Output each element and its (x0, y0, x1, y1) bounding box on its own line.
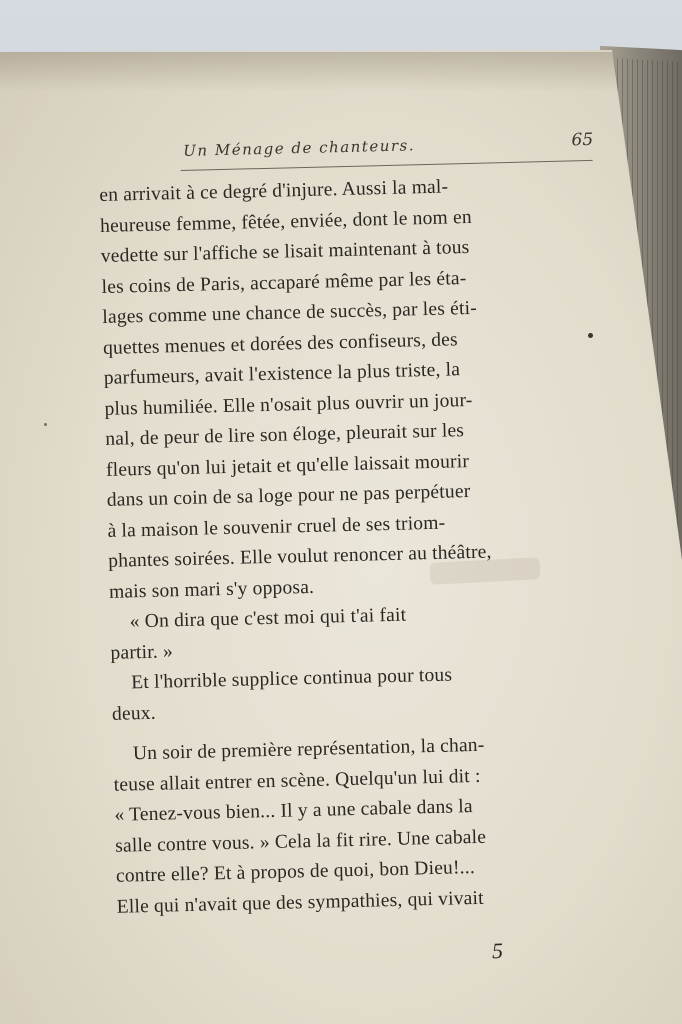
paper-speck (44, 423, 47, 426)
text-line: mais son mari s'y opposa. (108, 576, 315, 603)
text-line: fleurs qu'on lui jetait et qu'elle laissait mourir (105, 450, 470, 481)
page-number: 65 (571, 129, 594, 151)
text-line: plus humiliée. Elle n'osait plus ouvrir un jour- (104, 389, 473, 420)
text-line: contre elle? Et à propos de quoi, bon Dieu!... (115, 857, 476, 887)
signature-mark: 5 (491, 937, 504, 964)
text-line: les coins de Paris, accaparé même par les éta- (101, 267, 467, 298)
ink-dot (588, 333, 593, 338)
text-line: quettes menues et dorées des confiseurs, des (102, 328, 459, 359)
text-line: salle contre vous. » Cela la fit rire. Une cabale (114, 826, 487, 857)
text-line: Un soir de première représentation, la chan- (132, 734, 485, 765)
text-line: phantes soirées. Elle voulut renoncer au théâtre, (108, 541, 492, 572)
running-title: Un Ménage de chanteurs. (183, 136, 416, 160)
page-top-shadow (0, 52, 682, 92)
text-line: en arrivait à ce degré d'injure. Aussi la mal- (99, 176, 449, 206)
text-line: teuse allait entrer en scène. Quelqu'un lui dit : (113, 765, 481, 796)
text-line: à la maison le souvenir cruel de ses triom- (107, 512, 446, 542)
text-line: partir. » (110, 640, 174, 664)
text-line: deux. (111, 702, 157, 725)
page-text-block (98, 128, 597, 922)
text-line: Et l'horrible supplice continua pour tous (131, 664, 453, 694)
text-line: nal, de peur de lire son éloge, pleurait sur les (105, 420, 465, 450)
text-line: « On dira que c'est moi qui t'ai fait (129, 604, 407, 633)
text-line: lages comme une chance de succès, par les éti- (102, 297, 478, 328)
text-line: parfumeurs, avait l'existence la plus triste, la (103, 359, 461, 389)
text-line: Elle qui n'avait que des sympathies, qui vivait (116, 887, 484, 918)
text-line: heureuse femme, fêtée, enviée, dont le nom en (99, 206, 473, 237)
text-line: vedette sur l'affiche se lisait maintenant à tous (100, 236, 470, 267)
text-line: « Tenez-vous bien... Il y a une cabale dans la (114, 796, 473, 826)
text-line: dans un coin de sa loge pour ne pas perpétuer (106, 481, 471, 511)
